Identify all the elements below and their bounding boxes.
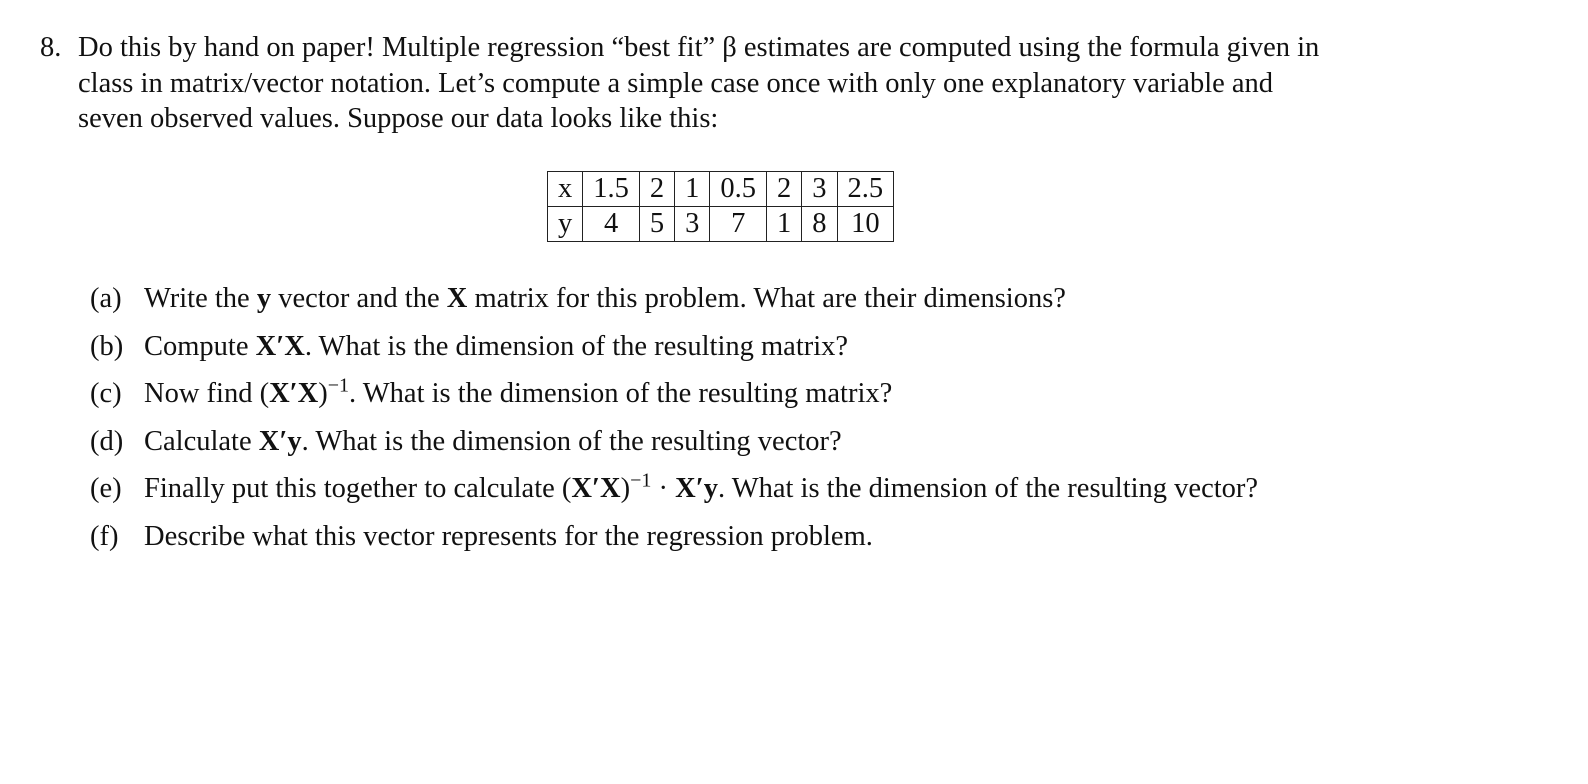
- question-part: [90, 465, 1258, 513]
- question-part: [90, 418, 1258, 466]
- question-part-text: [144, 513, 873, 561]
- question-text-segment: Now find (: [144, 378, 270, 409]
- table-cell: 3: [675, 207, 710, 242]
- table-cell: 2: [639, 172, 674, 207]
- exponent: −1: [630, 469, 652, 492]
- problem-line: Do this by hand on paper! Multiple regression “best fit” β estimates are computed using the formula given in: [78, 32, 1320, 63]
- math-symbol: X′X: [269, 378, 319, 409]
- table-cell: 1: [767, 207, 802, 242]
- question-text-segment: . What is the dimension of the resulting matrix?: [349, 378, 893, 409]
- question-text-segment: Finally put this together to calculate (: [144, 473, 572, 504]
- table-cell: 1: [675, 172, 710, 207]
- question-part: [90, 323, 1258, 371]
- math-symbol: y: [256, 283, 272, 314]
- question-text-segment: Describe what this vector represents for the regression problem.: [144, 520, 873, 552]
- question-text-segment: . What is the dimension of the resulting vector?: [301, 425, 842, 457]
- question-text-segment: . What is the dimension of the resulting vector?: [717, 473, 1259, 504]
- question-part-text: [144, 323, 848, 371]
- math-symbol: X′y: [675, 473, 718, 504]
- table-cell: 1.5: [583, 172, 640, 207]
- problem-statement: [40, 30, 1540, 137]
- problem-number: 8.: [40, 32, 62, 63]
- table-row-label: x: [548, 172, 583, 207]
- question-part-text: [144, 275, 1066, 323]
- question-text-segment: vector and the: [271, 283, 447, 314]
- problem-line: seven observed values. Suppose our data looks like this:: [78, 103, 719, 134]
- question-text-segment: Compute: [144, 330, 256, 362]
- table-row-x: [548, 172, 894, 207]
- question-part: [90, 370, 1258, 418]
- math-symbol: X: [446, 283, 468, 314]
- question-part-text: [144, 370, 892, 418]
- question-part-label: (a): [90, 283, 122, 314]
- table-row-y: [548, 207, 894, 242]
- data-table: [547, 171, 894, 242]
- question-parts: [90, 275, 1258, 560]
- question-text-segment: ): [318, 378, 328, 409]
- table-cell: 4: [583, 207, 640, 242]
- table-cell: 7: [710, 207, 767, 242]
- question-part-text: [144, 465, 1258, 513]
- table-cell: 8: [802, 207, 837, 242]
- question-text-segment: Calculate: [144, 425, 259, 457]
- question-text-segment: . What is the dimension of the resulting matrix?: [304, 330, 849, 362]
- question-part-label: (b): [90, 330, 124, 362]
- table-cell: 5: [639, 207, 674, 242]
- question-part-text: [144, 418, 842, 466]
- question-part-label: (f): [90, 520, 119, 552]
- exponent: −1: [327, 374, 350, 397]
- question-text-segment: Write the: [144, 283, 257, 314]
- math-symbol: X′X: [255, 330, 305, 362]
- table-row-label: y: [548, 207, 583, 242]
- question-text-segment: ·: [651, 473, 676, 504]
- table-cell: 3: [802, 172, 837, 207]
- table-cell: 0.5: [710, 172, 767, 207]
- question-text-segment: matrix for this problem. What are their dimensions?: [467, 283, 1066, 314]
- question-part: [90, 513, 1258, 561]
- table-cell: 10: [837, 207, 894, 242]
- problem-text: [78, 30, 1518, 137]
- question-part-label: (d): [90, 425, 124, 457]
- problem-line: class in matrix/vector notation. Let’s compute a simple case once with only one explanatory variable and: [78, 67, 1274, 99]
- math-symbol: X′X: [571, 473, 621, 504]
- math-symbol: X′y: [258, 425, 302, 457]
- table-cell: 2.5: [837, 172, 894, 207]
- question-part-label: (e): [90, 473, 122, 504]
- table-cell: 2: [767, 172, 802, 207]
- question-part-label: (c): [90, 378, 122, 409]
- question-part: [90, 275, 1258, 323]
- question-text-segment: ): [620, 473, 631, 504]
